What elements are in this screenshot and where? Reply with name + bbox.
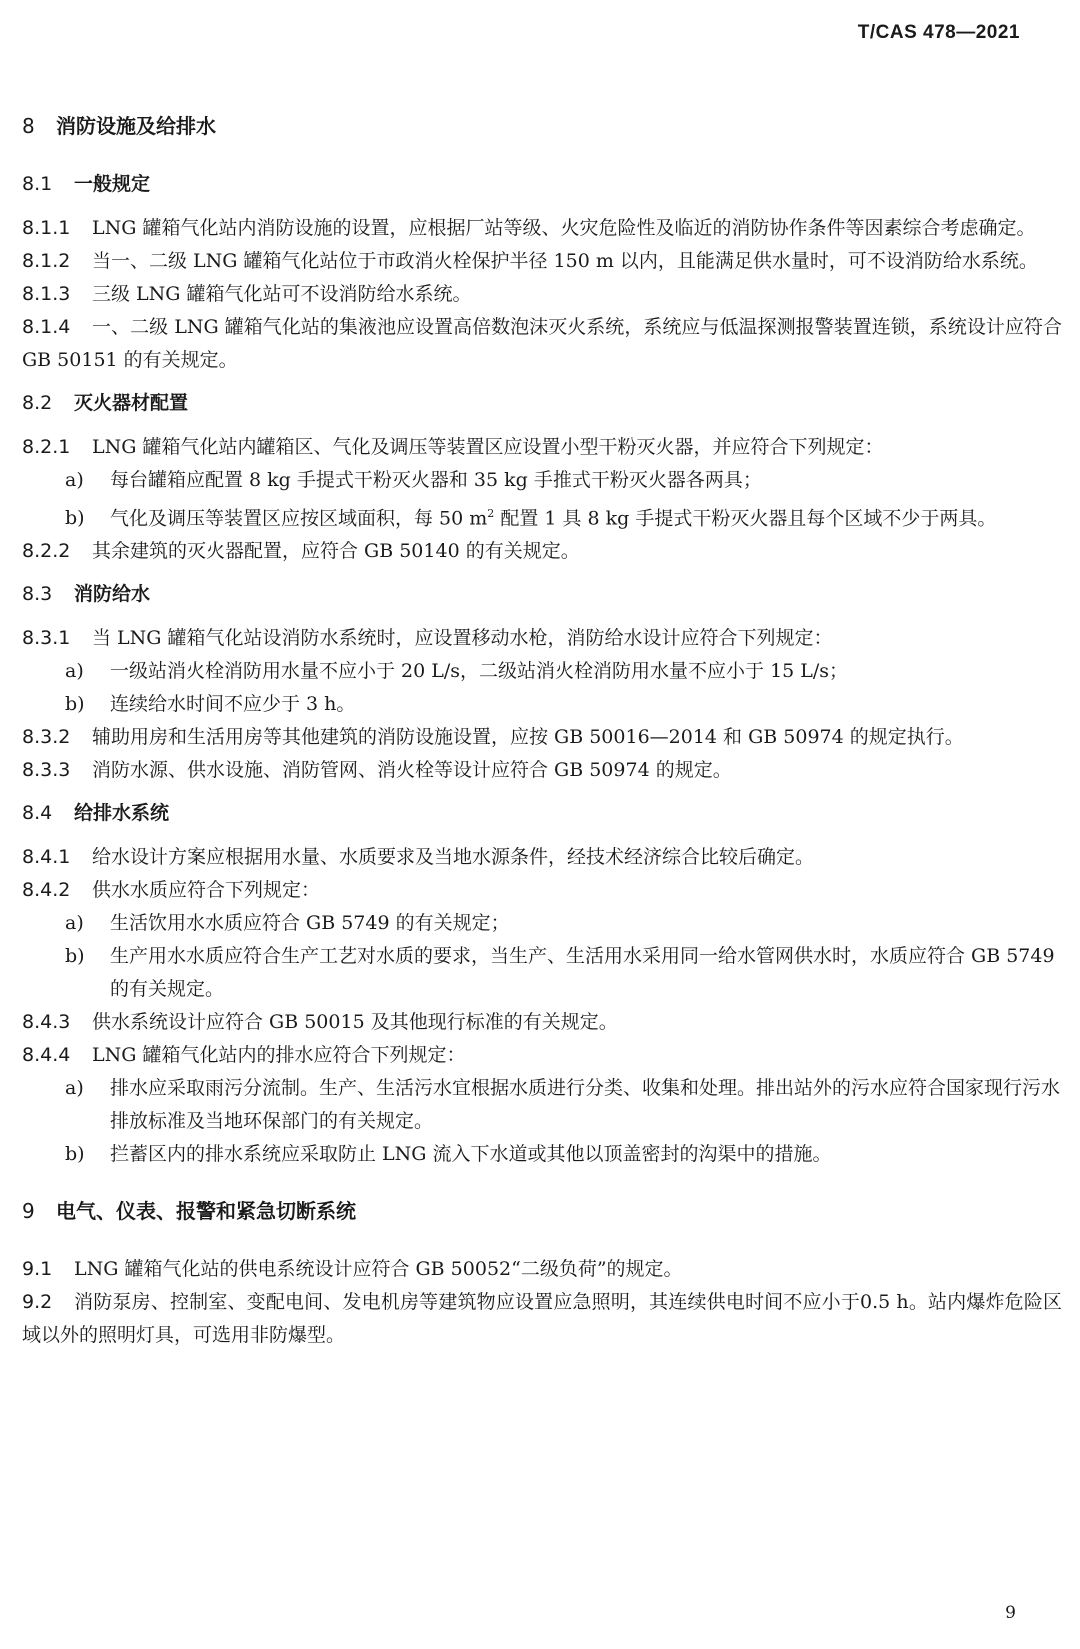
list-marker: b) [65, 1143, 85, 1166]
clause-text: 消防泵房、控制室、变配电间、发电机房等建筑物应设置应急照明，其连续供电时间不应小于0.5 h。站内爆炸危险区域以外的照明灯具，可选用非防爆型。 [22, 1291, 1062, 1347]
section-number: 8.2 [22, 392, 53, 414]
page-number: 9 [1005, 1603, 1016, 1623]
clause-8-1-3 [22, 278, 1062, 311]
clause-number: 8.3.2 [22, 726, 71, 749]
list-item [22, 1138, 1062, 1171]
superscript: 2 [487, 507, 495, 520]
list-marker: a) [65, 660, 84, 683]
clause-text: 给水设计方案应根据用水量、水质要求及当地水源条件，经技术经济综合比较后确定。 [92, 846, 815, 869]
section-title: 灭火器材配置 [74, 392, 189, 414]
clause-8-2-2 [22, 535, 1062, 568]
clause-number: 8.2.1 [22, 436, 71, 458]
list-item [22, 1072, 1062, 1138]
list-marker: b) [65, 693, 85, 716]
section-title: 给排水系统 [74, 802, 170, 825]
list-item [22, 655, 1062, 688]
list-item [22, 907, 1062, 940]
list-text: 排水应采取雨污分流制。生产、生活污水宜根据水质进行分类、收集和处理。排出站外的污水应符合国家现行污水排放标准及当地环保部门的有关规定。 [110, 1077, 1061, 1133]
clause-number: 9.2 [22, 1291, 53, 1314]
clause-text: LNG 罐箱气化站内的排水应符合下列规定： [92, 1044, 466, 1067]
document-code: T/CAS 478—2021 [857, 22, 1020, 43]
clause-8-4-1 [22, 841, 1062, 874]
section-8-2-heading [22, 387, 1062, 419]
section-9-heading [22, 1195, 1062, 1227]
list-text: 连续给水时间不应少于 3 h。 [110, 693, 356, 716]
list-text: 拦蓄区内的排水系统应采取防止 LNG 流入下水道或其他以顶盖密封的沟渠中的措施。 [110, 1143, 832, 1166]
list-item [22, 688, 1062, 721]
clause-text: 供水水质应符合下列规定： [92, 879, 321, 902]
clause-8-1-4 [22, 311, 1062, 377]
section-number: 9 [22, 1199, 35, 1224]
list-marker: a) [65, 1077, 84, 1100]
list-marker: b) [65, 945, 85, 968]
section-title: 消防设施及给排水 [56, 114, 216, 138]
clause-8-4-3 [22, 1006, 1062, 1039]
clause-number: 8.3.3 [22, 759, 71, 782]
clause-9-1 [22, 1253, 1062, 1286]
clause-text: 消防水源、供水设施、消防管网、消火栓等设计应符合 GB 50974 的规定。 [92, 759, 732, 782]
list-marker: a) [65, 912, 84, 935]
clause-text: LNG 罐箱气化站内罐箱区、气化及调压等装置区应设置小型干粉灭火器，并应符合下列规定： [92, 436, 884, 458]
section-number: 8.1 [22, 173, 53, 195]
list-text: 一级站消火栓消防用水量不应小于 20 L/s，二级站消火栓消防用水量不应小于 15 L/s； [110, 660, 849, 683]
clause-number: 9.1 [22, 1258, 53, 1281]
clause-text: 供水系统设计应符合 GB 50015 及其他现行标准的有关规定。 [92, 1011, 618, 1034]
list-item [22, 940, 1062, 1006]
section-number: 8.3 [22, 583, 53, 606]
section-title: 消防给水 [74, 583, 151, 606]
clause-number: 8.3.1 [22, 627, 71, 650]
clause-text: 其余建筑的灭火器配置，应符合 GB 50140 的有关规定。 [92, 540, 580, 563]
clause-8-3-2 [22, 721, 1062, 754]
clause-8-3-3 [22, 754, 1062, 787]
section-8-1-heading [22, 168, 1062, 200]
clause-number: 8.4.3 [22, 1011, 71, 1034]
clause-number: 8.4.1 [22, 846, 71, 869]
list-marker: b) [65, 507, 85, 530]
clause-8-4-4 [22, 1039, 1062, 1072]
clause-text: 当一、二级 LNG 罐箱气化站位于市政消火栓保护半径 150 m 以内，且能满足供水量时，可不设消防给水系统。 [92, 250, 1038, 272]
list-text: 每台罐箱应配置 8 kg 手提式干粉灭火器和 35 kg 手推式干粉灭火器各两具； [110, 469, 762, 491]
clause-number: 8.4.2 [22, 879, 71, 902]
section-8-3-heading [22, 578, 1062, 610]
section-title: 电气、仪表、报警和紧急切断系统 [56, 1199, 356, 1224]
list-text: 生活饮用水水质应符合 GB 5749 的有关规定； [110, 912, 510, 935]
clause-9-2 [22, 1286, 1062, 1352]
section-8-heading [22, 110, 1062, 142]
list-marker: a) [65, 469, 84, 491]
clause-number: 8.1.2 [22, 250, 71, 272]
clause-8-2-1 [22, 431, 1062, 464]
clause-text: 一、二级 LNG 罐箱气化站的集液池应设置高倍数泡沫灭火系统，系统应与低温探测报警装置连锁，系统设计应符合 GB 50151 的有关规定。 [22, 316, 1062, 371]
clause-8-1-1 [22, 212, 1062, 245]
clause-number: 8.1.1 [22, 217, 71, 239]
clause-text: LNG 罐箱气化站的供电系统设计应符合 GB 50052“二级负荷”的规定。 [74, 1258, 683, 1281]
list-item [22, 497, 1062, 535]
section-number: 8 [22, 114, 35, 138]
clause-text: 三级 LNG 罐箱气化站可不设消防给水系统。 [92, 283, 472, 305]
clause-number: 8.1.3 [22, 283, 71, 305]
clause-8-1-2 [22, 245, 1062, 278]
clause-8-3-1 [22, 622, 1062, 655]
clause-text: 辅助用房和生活用房等其他建筑的消防设施设置，应按 GB 50016—2014 和 GB 50974 的规定执行。 [92, 726, 964, 749]
clause-number: 8.4.4 [22, 1044, 71, 1067]
section-number: 8.4 [22, 802, 53, 825]
clause-number: 8.1.4 [22, 316, 71, 338]
clause-8-4-2 [22, 874, 1062, 907]
page-content [22, 110, 1062, 1352]
section-title: 一般规定 [74, 173, 151, 195]
clause-number: 8.2.2 [22, 540, 71, 563]
list-text: 配置 1 具 8 kg 手提式干粉灭火器且每个区域不少于两具。 [494, 507, 997, 530]
list-text: 生产用水水质应符合生产工艺对水质的要求，当生产、生活用水采用同一给水管网供水时，水质应符合 GB 5749 的有关规定。 [110, 945, 1055, 1001]
clause-text: LNG 罐箱气化站内消防设施的设置，应根据厂站等级、火灾危险性及临近的消防协作条件等因素综合考虑确定。 [92, 217, 1036, 239]
list-text: 气化及调压等装置区应按区域面积，每 50 m [110, 507, 488, 530]
section-8-4-heading [22, 797, 1062, 829]
clause-text: 当 LNG 罐箱气化站设消防水系统时，应设置移动水枪，消防给水设计应符合下列规定： [92, 627, 833, 650]
list-item [22, 464, 1062, 497]
